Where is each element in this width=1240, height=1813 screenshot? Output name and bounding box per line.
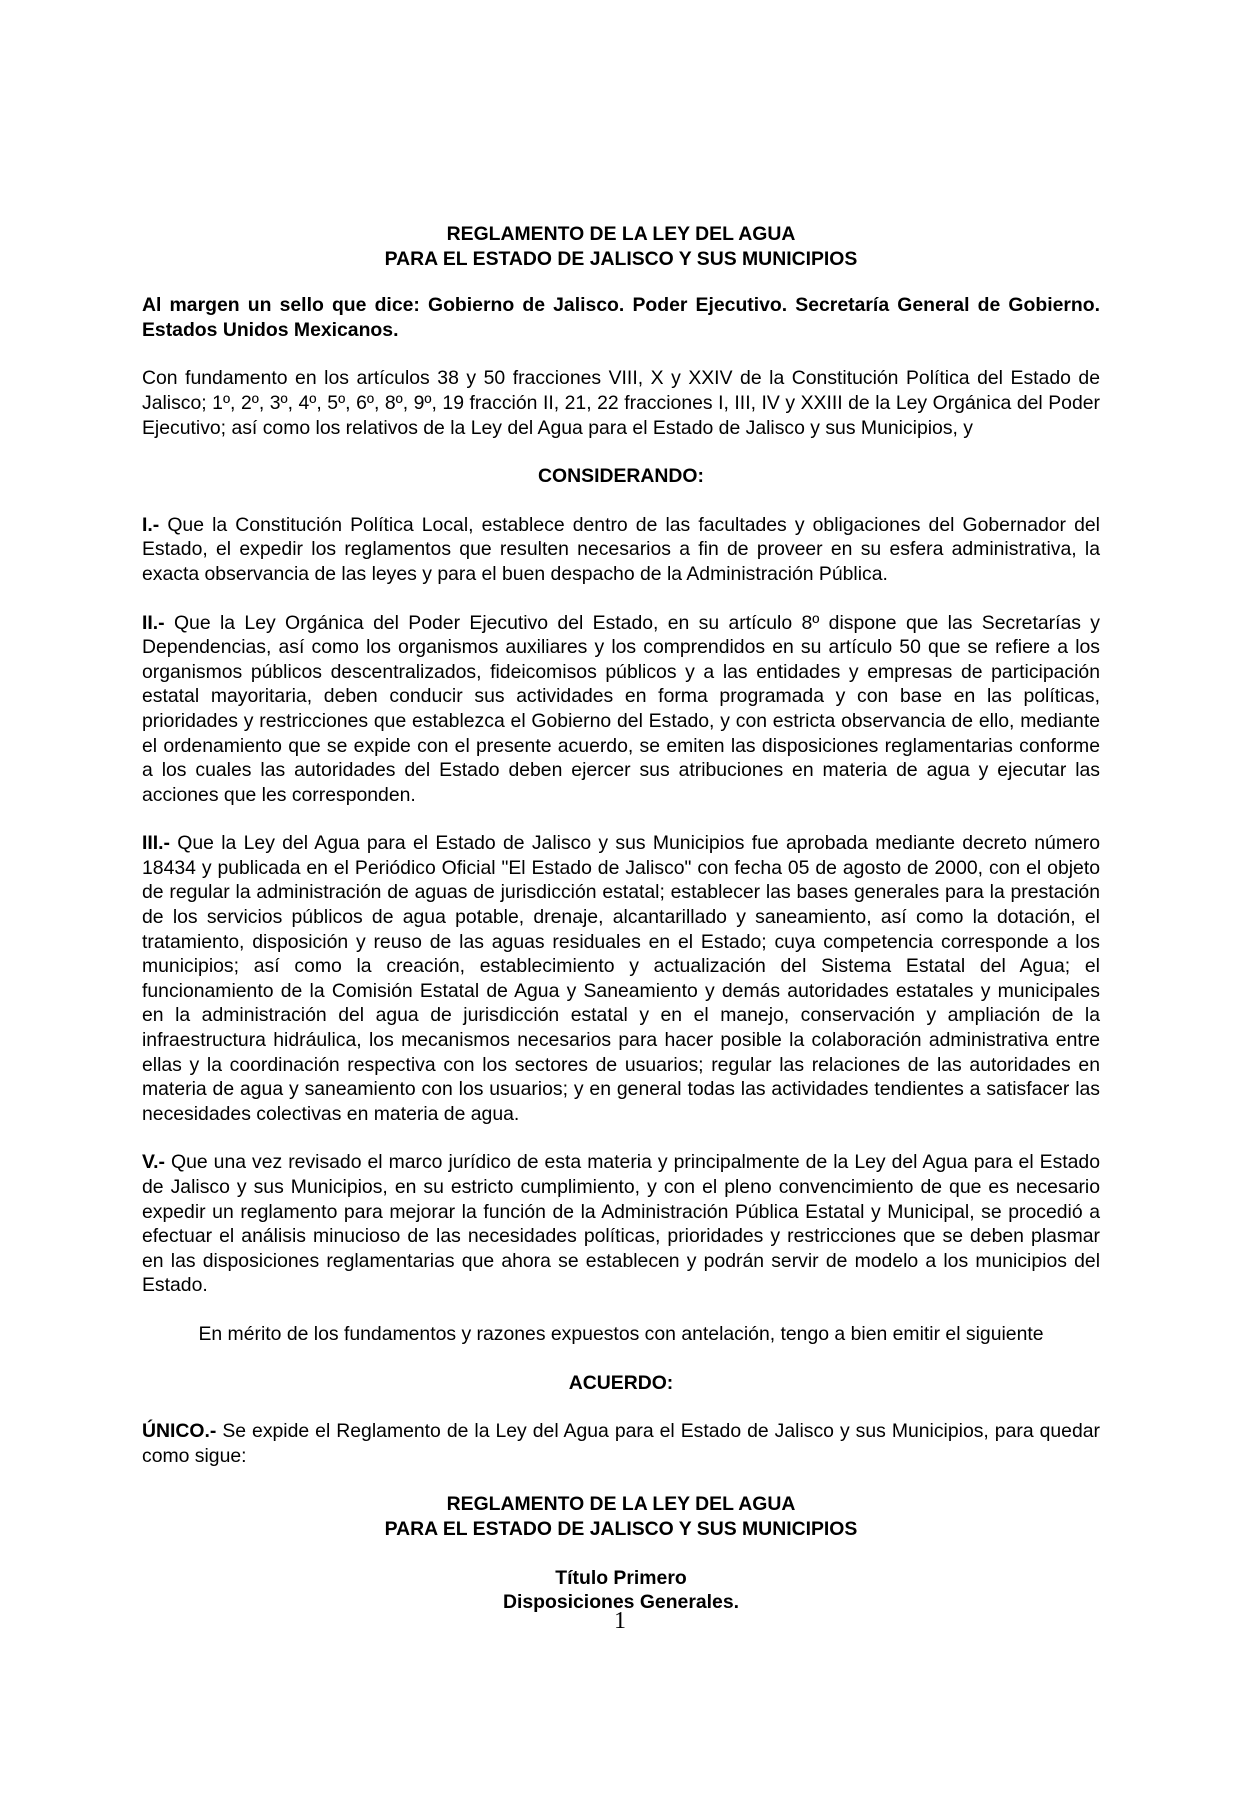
reglamento-title-line-2: PARA EL ESTADO DE JALISCO Y SUS MUNICIPIOS [384,1517,858,1540]
considerando-lead-1: I.- [142,513,160,536]
page-number: 1 [614,1608,626,1634]
considerando-text-3: Que la Ley del Agua para el Estado de Jalisco y sus Municipios fue aprobada mediante decreto número 18434 y publicada en el Periódico Oficial "El Estado de Jalisco" con fecha 05 de agosto de 2000, con el objeto de regular la administración de aguas de jurisdicción estatal; establecer las bases generales para la prestación de los servicios públicos de agua potable, drenaje, alcantarillado y saneamiento, así como la dotación, el tratamiento, disposición y reuso de las aguas residuales en el Estado; cuya competencia corresponde a los municipios; así como la creación, establecimiento y actualización del Sistema Estatal del Agua; el funcionamiento de la Comisión Estatal de Agua y Saneamiento y demás autoridades estatales y municipales en la administración del agua de jurisdicción estatal y en el manejo, conservación y ampliación de la infraestructura hidráulica, los mecanismos necesarios para hacer posible la colaboración administrativa entre ellas y la coordinación respectiva con los sectores de usuarios; regular las relaciones de las autoridades en materia de agua y saneamiento con los usuarios; y en general todas las actividades tendientes a satisfacer las necesidades colectivas en materia de agua. [142,832,1100,1125]
unico-text: Se expide el Reglamento de la Ley del Agua para el Estado de Jalisco y sus Municipios, para quedar como sigue: [142,1420,1100,1467]
considerando-paragraph-4 [142,1150,1100,1298]
document-page [142,222,1100,1615]
title-line-1: REGLAMENTO DE LA LEY DEL AGUA [446,223,796,245]
acuerdo-heading: ACUERDO: [568,1371,674,1394]
title-line-2: PARA EL ESTADO DE JALISCO Y SUS MUNICIPIOS [384,247,858,270]
considerando-lead-2: II.- [142,611,165,634]
reglamento-title [142,1492,1100,1541]
considerando-text-2: Que la Ley Orgánica del Poder Ejecutivo del Estado, en su artículo 8º dispone que las Secretarías y Dependencias, así como los organismos auxiliares y los comprendidos en su artículo 50 que se refiere a los organismos públicos descentralizados, fideicomisos públicos y a las entidades y empresas de participación estatal mayoritaria, deben conducir sus actividades en forma programada y con base en las políticas, prioridades y restricciones que establezca el Gobierno del Estado, y con estricta observancia de ello, mediante el ordenamiento que se expide con el presente acuerdo, se emiten las disposiciones reglamentarias conforme a los cuales las autoridades del Estado deben ejercer sus atribuciones en materia de agua y ejecutar las acciones que les corresponden. [142,611,1100,806]
unico-paragraph [142,1419,1100,1468]
seal-paragraph: Al margen un sello que dice: Gobierno de Jalisco. Poder Ejecutivo. Secretaría General de Gobierno. Estados Unidos Mexicanos. [142,294,1100,341]
considerando-lead-3: III.- [142,832,171,855]
unico-lead: ÚNICO.- [142,1420,217,1443]
considerando-paragraph-1 [142,513,1100,587]
titulo-line-2: Disposiciones Generales. [502,1591,740,1614]
considerando-lead-4: V.- [142,1151,165,1174]
considerando-paragraph-2 [142,611,1100,808]
merito-paragraph: En mérito de los fundamentos y razones expuestos con antelación, tengo a bien emitir el siguiente [198,1322,1044,1345]
considerando-paragraph-3 [142,831,1100,1126]
titulo-line-1: Título Primero [555,1566,687,1589]
fundamento-paragraph: Con fundamento en los artículos 38 y 50 fracciones VIII, X y XXIV de la Constitución Política del Estado de Jalisco; 1º, 2º, 3º, 4º, 5º, 6º, 8º, 9º, 19 fracción II, 21, 22 fracciones I, III, IV y XXIII de la Ley Orgánica del Poder Ejecutivo; así como los relativos de la Ley del Agua para el Estado de Jalisco y sus Municipios, y [142,367,1100,439]
considerando-heading: CONSIDERANDO: [538,465,704,488]
document-title [142,222,1100,271]
considerando-text-1: Que la Constitución Política Local, establece dentro de las facultades y obligaciones del Gobernador del Estado, el expedir los reglamentos que resulten necesarios a fin de proveer en su esfera administrativa, la exacta observancia de las leyes y para el buen despacho de la Administración Pública. [142,513,1100,585]
considerando-text-4: Que una vez revisado el marco jurídico de esta materia y principalmente de la Ley del Agua para el Estado de Jalisco y sus Municipios, en su estricto cumplimiento, y con el pleno convencimiento de que es necesario expedir un reglamento para mejorar la función de la Administración Pública Estatal y Municipal, se procedió a efectuar el análisis minucioso de las necesidades políticas, prioridades y restricciones que se deben plasmar en las disposiciones reglamentarias que ahora se establecen y podrán servir de modelo a los municipios del Estado. [142,1151,1100,1297]
reglamento-title-line-1: REGLAMENTO DE LA LEY DEL AGUA [446,1493,796,1516]
